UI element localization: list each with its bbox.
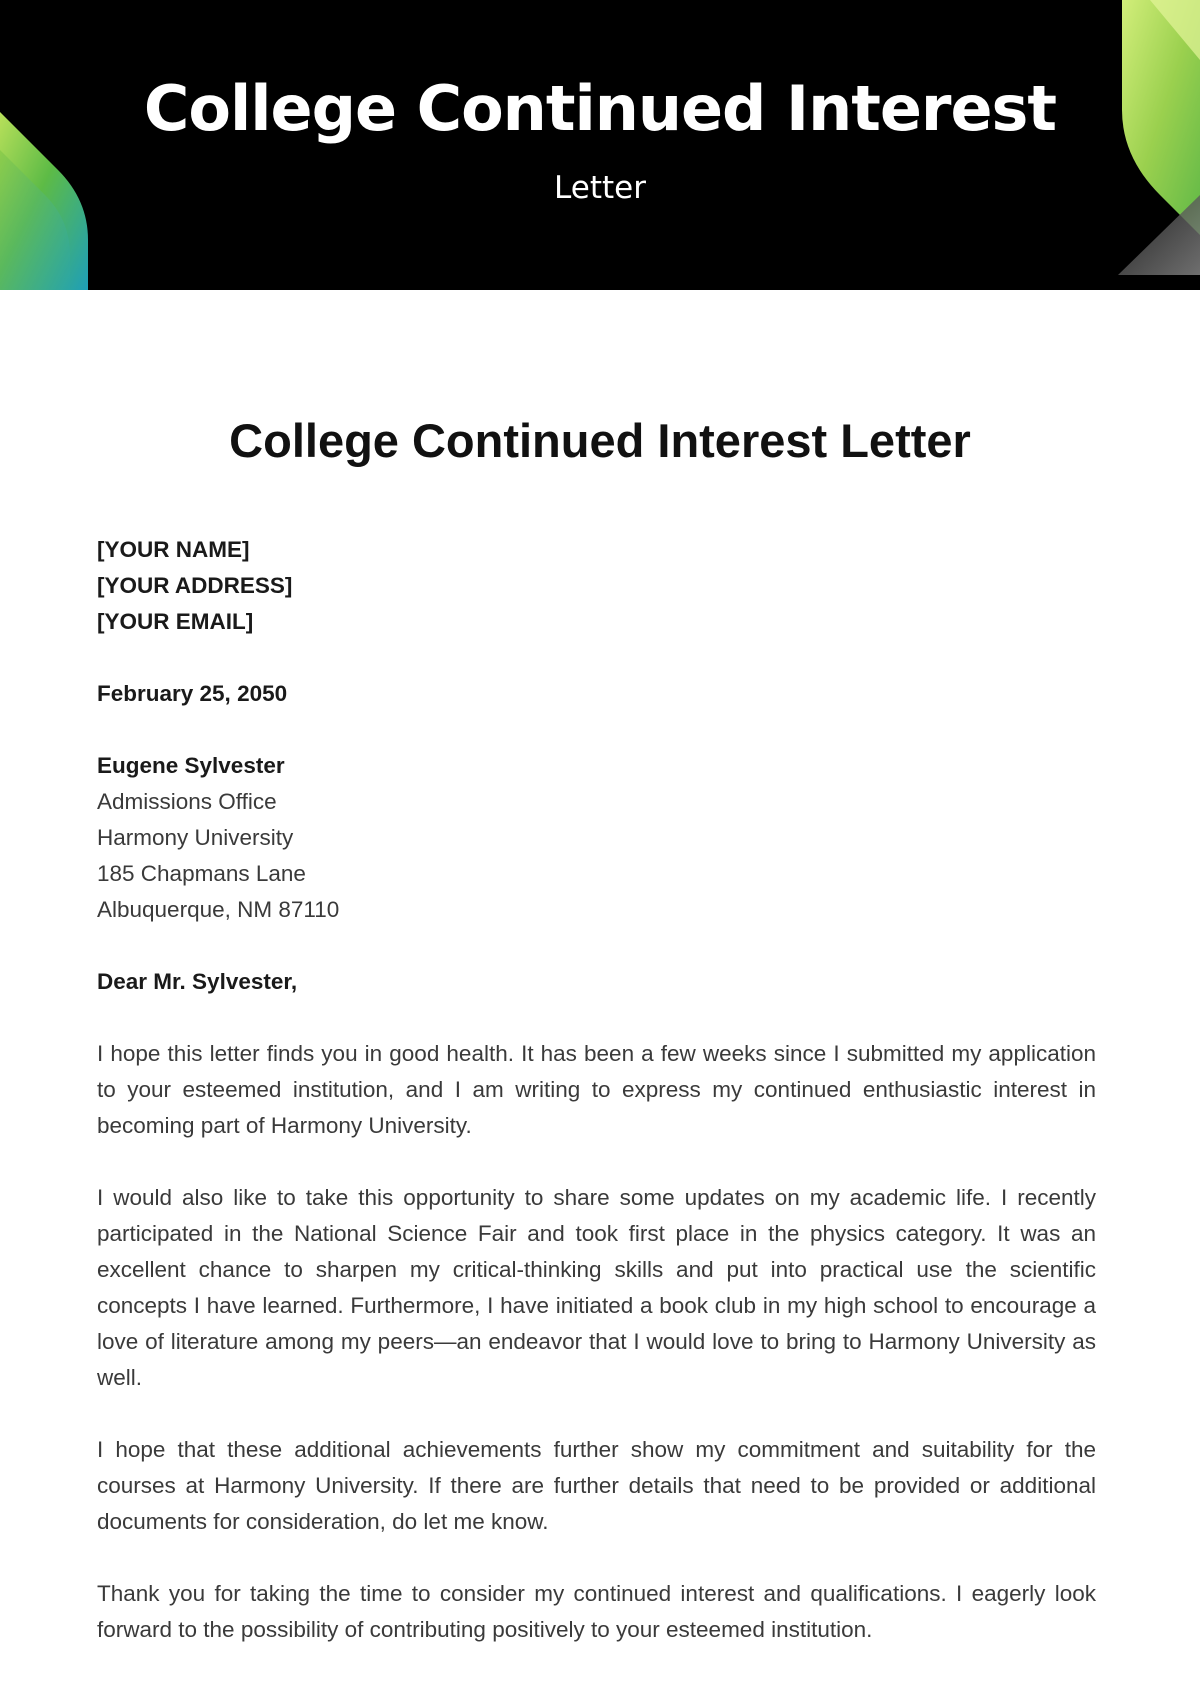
recipient-city: Albuquerque, NM 87110 bbox=[97, 897, 340, 922]
letter-date: February 25, 2050 bbox=[97, 681, 288, 706]
recipient-street: 185 Chapmans Lane bbox=[97, 861, 306, 886]
recipient-block bbox=[97, 748, 1096, 928]
recipient-office: Admissions Office bbox=[97, 789, 277, 814]
banner-title: College Continued Interest bbox=[143, 72, 1057, 145]
banner-subtitle: Letter bbox=[554, 170, 646, 206]
recipient-institution: Harmony University bbox=[97, 825, 294, 850]
salutation: Dear Mr. Sylvester, bbox=[97, 969, 298, 994]
body-paragraph: I hope this letter finds you in good health. It has been a few weeks since I submitted my application to your esteemed institution, and I am writing to express my continued enthusiastic interest in becoming part of Harmony University. bbox=[97, 1041, 1096, 1138]
sender-address: [YOUR ADDRESS] bbox=[97, 573, 293, 598]
body-paragraph: I would also like to take this opportunity to share some updates on my academic life. I recently participated in the National Science Fair and took first place in the physics category. It was an excellent chance to sharpen my critical-thinking skills and put into practical use the scientific concepts I have learned. Furthermore, I have initiated a book club in my high school to encourage a love of literature among my peers—an endeavor that I would love to bring to Harmony University as well. bbox=[97, 1185, 1096, 1390]
sender-block bbox=[97, 532, 1096, 640]
letter-content bbox=[97, 532, 1096, 1684]
sender-email: [YOUR EMAIL] bbox=[97, 609, 254, 634]
recipient-name: Eugene Sylvester bbox=[97, 753, 285, 778]
sender-name: [YOUR NAME] bbox=[97, 537, 250, 562]
body-paragraph: I hope that these additional achievements further show my commitment and suitability for the courses at Harmony University. If there are further details that need to be provided or additional documents for consideration, do let me know. bbox=[97, 1437, 1096, 1534]
document-title: College Continued Interest Letter bbox=[229, 414, 971, 467]
body-paragraph: Thank you for taking the time to consider my continued interest and qualifications. I eagerly look forward to the possibility of contributing positively to your esteemed institution. bbox=[97, 1581, 1096, 1642]
header-banner bbox=[0, 0, 1200, 290]
